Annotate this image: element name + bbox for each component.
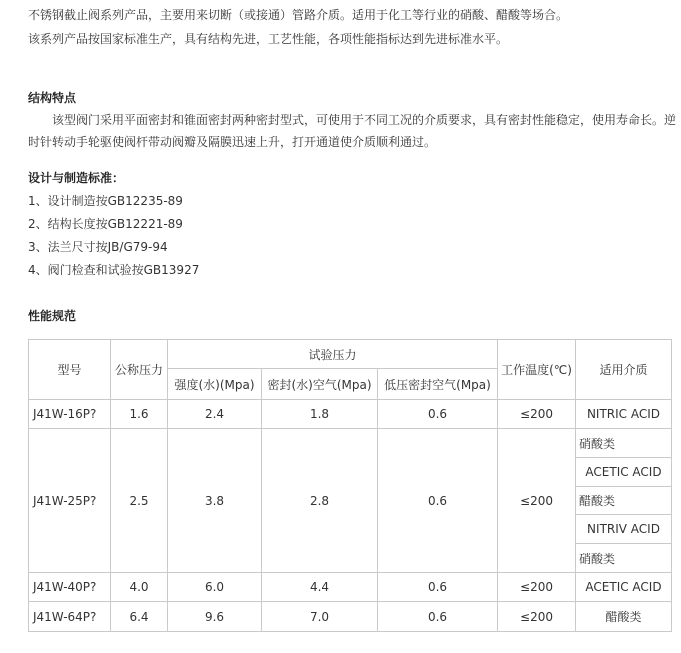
specs-heading: 性能规范 [28,309,77,323]
cell-medium: NITRIV ACID [576,515,672,544]
cell-medium: NITRIC ACID [576,400,672,429]
cell-medium: ACETIC ACID [576,573,672,602]
cell-low-pressure: 0.6 [378,573,498,602]
cell-medium: 硝酸类 [576,429,672,458]
cell-seal: 7.0 [262,602,378,632]
intro-line-1: 不锈钢截止阀系列产品，主要用来切断（或接通）管路介质。适用于化工等行业的硝酸、醋酸等场合。 [28,8,569,22]
header-low-pressure-seal: 低压密封空气(Mpa) [378,369,498,400]
cell-medium: 醋酸类 [576,602,672,632]
standards-heading: 设计与制造标准： [28,171,125,185]
cell-temperature: ≤200 [498,573,576,602]
cell-nominal-pressure: 1.6 [111,400,168,429]
standard-item: 1、设计制造按GB12235-89 [28,194,183,208]
cell-low-pressure: 0.6 [378,429,498,573]
cell-medium: 醋酸类 [576,487,672,515]
cell-nominal-pressure: 2.5 [111,429,168,573]
structure-heading: 结构特点 [28,91,77,105]
standard-item: 3、法兰尺寸按JB/G79-94 [28,240,168,254]
standard-item: 4、阀门检查和试验按GB13927 [28,263,200,277]
cell-temperature: ≤200 [498,602,576,632]
intro-line-2: 该系列产品按国家标准生产，具有结构先进，工艺性能，各项性能指标达到先进标准水平。 [28,32,509,46]
table-row [29,573,672,602]
table-row [29,429,672,458]
cell-seal: 2.8 [262,429,378,573]
cell-low-pressure: 0.6 [378,602,498,632]
cell-seal: 4.4 [262,573,378,602]
header-nominal-pressure: 公称压力 [111,340,168,400]
cell-temperature: ≤200 [498,400,576,429]
cell-strength: 2.4 [168,400,262,429]
cell-strength: 9.6 [168,602,262,632]
header-test-pressure: 试验压力 [168,340,498,369]
table-row [29,400,672,429]
cell-temperature: ≤200 [498,429,576,573]
header-seal-water: 密封(水)空气(Mpa) [262,369,378,400]
header-temperature: 工作温度(℃) [498,340,576,400]
cell-low-pressure: 0.6 [378,400,498,429]
cell-medium: ACETIC ACID [576,458,672,487]
header-strength: 强度(水)(Mpa) [168,369,262,400]
cell-medium: 硝酸类 [576,544,672,573]
standard-item: 2、结构长度按GB12221-89 [28,217,183,231]
cell-model: J41W-25P? [29,429,111,573]
cell-strength: 3.8 [168,429,262,573]
table-header-row [29,340,672,369]
cell-model: J41W-64P? [29,602,111,632]
cell-model: J41W-40P? [29,573,111,602]
performance-spec-table [28,339,672,632]
cell-nominal-pressure: 4.0 [111,573,168,602]
cell-nominal-pressure: 6.4 [111,602,168,632]
cell-strength: 6.0 [168,573,262,602]
header-medium: 适用介质 [576,340,672,400]
header-model: 型号 [29,340,111,400]
cell-model: J41W-16P? [29,400,111,429]
structure-line-1: 该型阀门采用平面密封和锥面密封两种密封型式，可使用于不同工况的介质要求，具有密封性能稳定，使用寿命长。逆 [52,113,677,127]
cell-seal: 1.8 [262,400,378,429]
structure-line-2: 时针转动手轮驱使阀杆带动阀瓣及隔膜迅速上升，打开通道使介质顺利通过。 [28,135,437,149]
table-row [29,602,672,632]
